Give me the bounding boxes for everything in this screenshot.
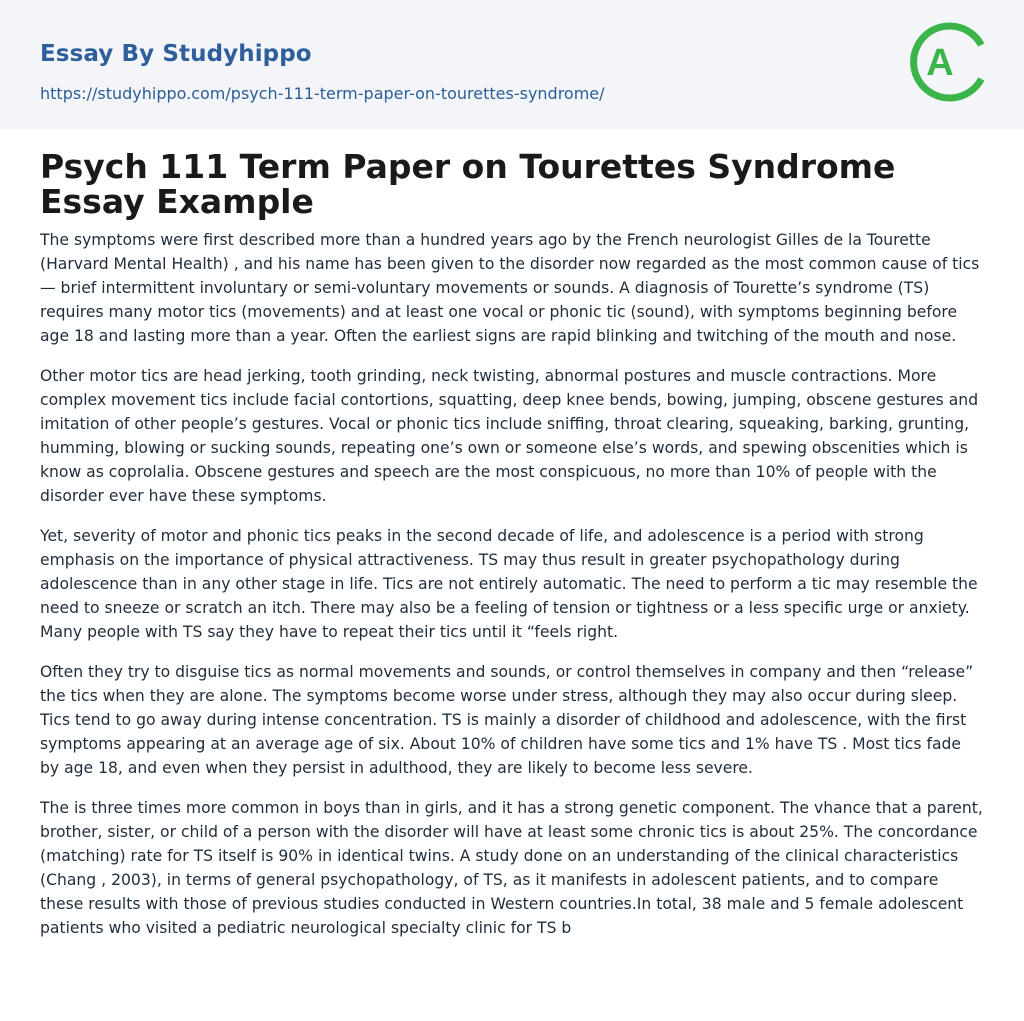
paragraph: Other motor tics are head jerking, tooth grinding, neck twisting, abnormal postures and muscle contractions. More complex movement tics include facial contortions, squatting, deep knee bends, bowing, jumping, obscene gestures and imitation of other people’s gestures. Vocal or phonic tics include sniffing, throat clearing, squeaking, barking, grunting, humming, blowing or sucking sounds, repeating one’s own or someone else’s words, and spewing obscenities which is know as coprolalia. Obscene gestures and speech are the most conspicuous, no more than 10% of people with the disorder ever have these symptoms.: [40, 367, 979, 505]
paragraph: The symptoms were first described more than a hundred years ago by the French neurologist Gilles de la Tourette (Harvard Mental Health) , and his name has been given to the disorder now regarded as the most common cause of tics — brief intermittent involuntary or semi-voluntary movements or sounds. A diagnosis of Tourette’s syndrome (TS) requires many motor tics (movements) and at least one vocal or phonic tic (sound), with symptoms beginning before age 18 and lasting more than a year. Often the earliest signs are rapid blinking and twitching of the mouth and nose.: [40, 231, 980, 345]
paragraph: The is three times more common in boys than in girls, and it has a strong genetic component. The vhance that a parent, brother, sister, or child of a person with the disorder will have at least some chronic tics is about 25%. The concordance (matching) rate for TS itself is 90% in identical twins. A study done on an understanding of the clinical characteristics (Chang , 2003), in terms of general psychopathology, of TS, as it manifests in adolescent patients, and to compare these results with those of previous studies conducted in Western countries.In total, 38 male and 5 female adolescent patients who visited a pediatric neurological specialty clinic for TS b: [40, 799, 983, 937]
logo-letter: A: [926, 42, 954, 84]
brand-title[interactable]: Essay By Studyhippo: [40, 41, 312, 67]
article-body: [40, 228, 985, 956]
paragraph: Yet, severity of motor and phonic tics peaks in the second decade of life, and adolescence is a period with strong emphasis on the importance of physical attractiveness. TS may thus result in greater psychopathology during adolescence than in any other stage in life. Tics are not entirely automatic. The need to perform a tic may resemble the need to sneeze or scratch an itch. There may also be a feeling of tension or tightness or a less specific urge or anxiety. Many people with TS say they have to repeat their tics until it “feels right.: [40, 527, 978, 641]
page-header: [0, 0, 1024, 129]
article-title: Psych 111 Term Paper on Tourettes Syndrome Essay Example: [40, 147, 896, 221]
studyhippo-logo-icon[interactable]: [910, 17, 990, 107]
paragraph: Often they try to disguise tics as normal movements and sounds, or control themselves in company and then “release” the tics when they are alone. The symptoms become worse under stress, although they may also occur during sleep. Tics tend to go away during intense concentration. TS is mainly a disorder of childhood and adolescence, with the first symptoms appearing at an average age of six. About 10% of children have some tics and 1% have TS . Most tics fade by age 18, and even when they persist in adulthood, they are likely to become less severe.: [40, 663, 974, 777]
source-url-link[interactable]: https://studyhippo.com/psych-111-term-paper-on-tourettes-syndrome/: [40, 84, 605, 103]
